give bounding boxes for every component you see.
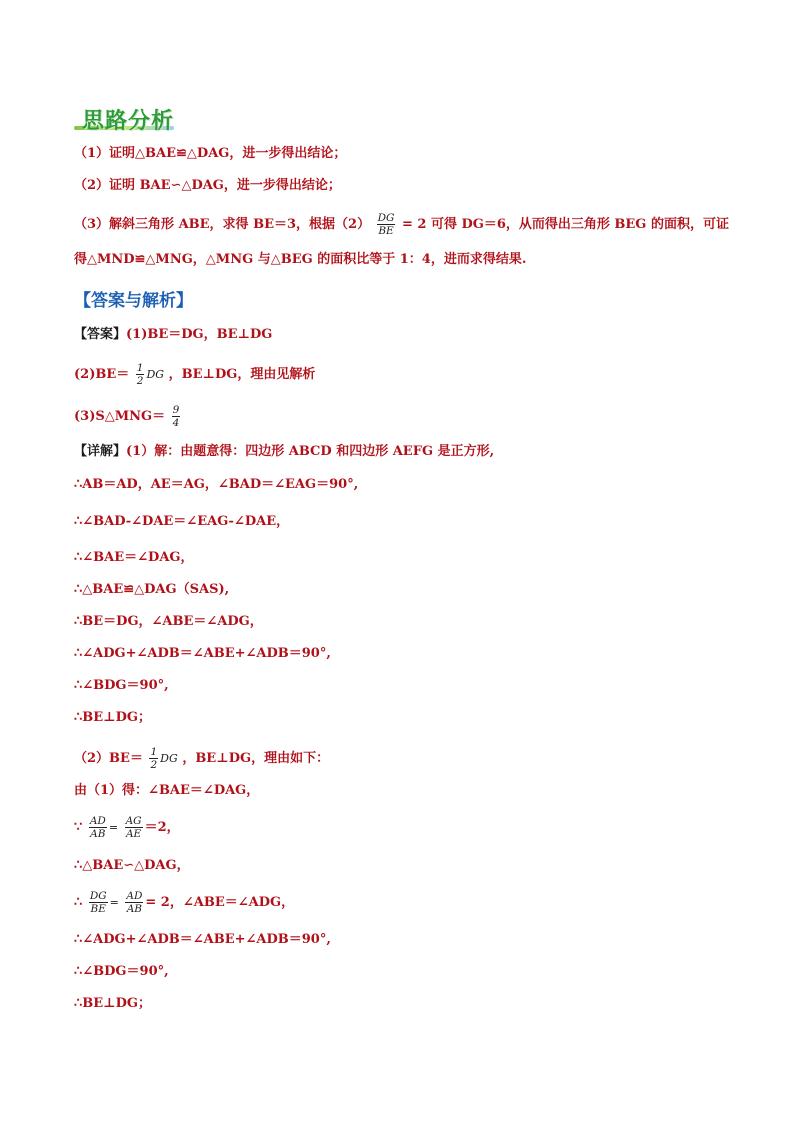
e2-pre: ∵ — [74, 820, 83, 835]
fraction-one-half — [149, 746, 158, 771]
detail-0-text: (1）解：由题意得：四边形 ABCD 和四边形 AEFG 是正方形, — [126, 444, 495, 459]
detail-line-4: ∴△BAE≌△DAG（SAS), — [74, 582, 230, 597]
detail-e7: ∴BE⊥DG； — [74, 996, 152, 1011]
fraction-denominator: 2 — [150, 759, 158, 771]
detail-line-3: ∴∠BAE＝∠DAG， — [74, 550, 194, 565]
detail-line-5: ∴BE＝DG，∠ABE＝∠ADG， — [74, 614, 263, 629]
analysis-line-3-b: = 2 可得 DG＝6，从而得出三角形 BEG 的面积，可证 — [401, 217, 729, 232]
answer-2-dg: DG — [146, 368, 165, 381]
detail-label: 【详解】 — [74, 444, 127, 459]
detail-line-0 — [74, 443, 494, 461]
fraction-ag-ae — [125, 815, 143, 840]
e4-pre: ∴ — [74, 895, 83, 910]
answer-line-3 — [74, 404, 182, 429]
answer-line-2 — [74, 362, 315, 387]
fraction-numerator: DG — [89, 890, 107, 902]
detail-line-8: ∴BE⊥DG； — [74, 710, 152, 725]
analysis-line-1: （1）证明△BAE≌△DAG，进一步得出结论； — [74, 146, 347, 161]
answer-1-text: (1)BE＝DG，BE⊥DG — [126, 327, 273, 342]
fraction-denominator: AE — [125, 828, 142, 840]
answer-line-1 — [74, 326, 272, 344]
detail-line-7: ∴∠BDG＝90°, — [74, 678, 169, 693]
e2-eq: = — [108, 821, 119, 834]
fraction-nine-fourths — [172, 404, 181, 429]
analysis-logo — [74, 100, 184, 134]
answer-label: 【答案】 — [74, 327, 127, 342]
detail-e1: 由（1）得：∠BAE＝∠DAG， — [74, 783, 260, 798]
answer-2-post: ，BE⊥DG，理由见解析 — [168, 367, 316, 382]
section-title: 【答案与解析】 — [74, 291, 193, 311]
detail-e3: ∴△BAE∽△DAG， — [74, 858, 190, 873]
fraction-denominator: AB — [126, 903, 143, 915]
detail-e5: ∴∠ADG+∠ADB＝∠ABE+∠ADB＝90°, — [74, 932, 331, 947]
detail-line-6: ∴∠ADG+∠ADB＝∠ABE+∠ADB＝90°, — [74, 646, 331, 661]
analysis-line-2: （2）证明 BAE∽△DAG，进一步得出结论； — [74, 178, 341, 193]
answer-3-pre: (3)S△MNG＝ — [74, 409, 166, 424]
fraction-numerator: 9 — [172, 404, 180, 416]
part2-pre: （2）BE＝ — [74, 751, 143, 766]
e4-post: = 2，∠ABE＝∠ADG， — [145, 895, 295, 910]
fraction-ad-ab — [89, 815, 107, 840]
fraction-denominator: 4 — [172, 417, 180, 429]
fraction-numerator: AD — [89, 815, 106, 827]
detail-line-1: ∴AB＝AD，AE＝AG，∠BAD＝∠EAG＝90°, — [74, 477, 359, 492]
fraction-denominator: BE — [378, 225, 394, 237]
fraction-dg-be — [377, 212, 396, 237]
analysis-line-3-a: （3）解斜三角形 ABE，求得 BE＝3，根据（2） — [74, 217, 371, 232]
fraction-denominator: 2 — [136, 375, 144, 387]
fraction-numerator: AG — [125, 815, 142, 827]
fraction-numerator: DG — [377, 212, 395, 224]
part2-dg: DG — [160, 752, 178, 765]
logo-text: 思路分析 — [82, 109, 175, 134]
fraction-numerator: 1 — [136, 362, 144, 374]
detail-e4 — [74, 890, 294, 915]
analysis-line-3 — [74, 212, 729, 237]
answer-2-pre: (2)BE＝ — [74, 367, 130, 382]
e2-post: ＝2， — [144, 820, 180, 835]
fraction-denominator: BE — [90, 903, 106, 915]
fraction-one-half — [136, 362, 145, 387]
detail-e6: ∴∠BDG＝90°, — [74, 964, 169, 979]
fraction-denominator: AB — [90, 828, 106, 840]
analysis-line-4: 得△MND≌△MNG，△MNG 与△BEG 的面积比等于 1：4，进而求得结果. — [74, 252, 527, 267]
fraction-ad-ab — [125, 890, 143, 915]
part2-heading — [74, 746, 329, 771]
fraction-numerator: 1 — [150, 746, 158, 758]
fraction-dg-be — [89, 890, 108, 915]
detail-line-2: ∴∠BAD-∠DAE＝∠EAG-∠DAE， — [74, 514, 290, 529]
part2-post: ，BE⊥DG，理由如下： — [182, 751, 330, 766]
fraction-numerator: AD — [126, 890, 143, 902]
e4-eq: = — [109, 896, 119, 909]
detail-e2 — [74, 815, 180, 840]
